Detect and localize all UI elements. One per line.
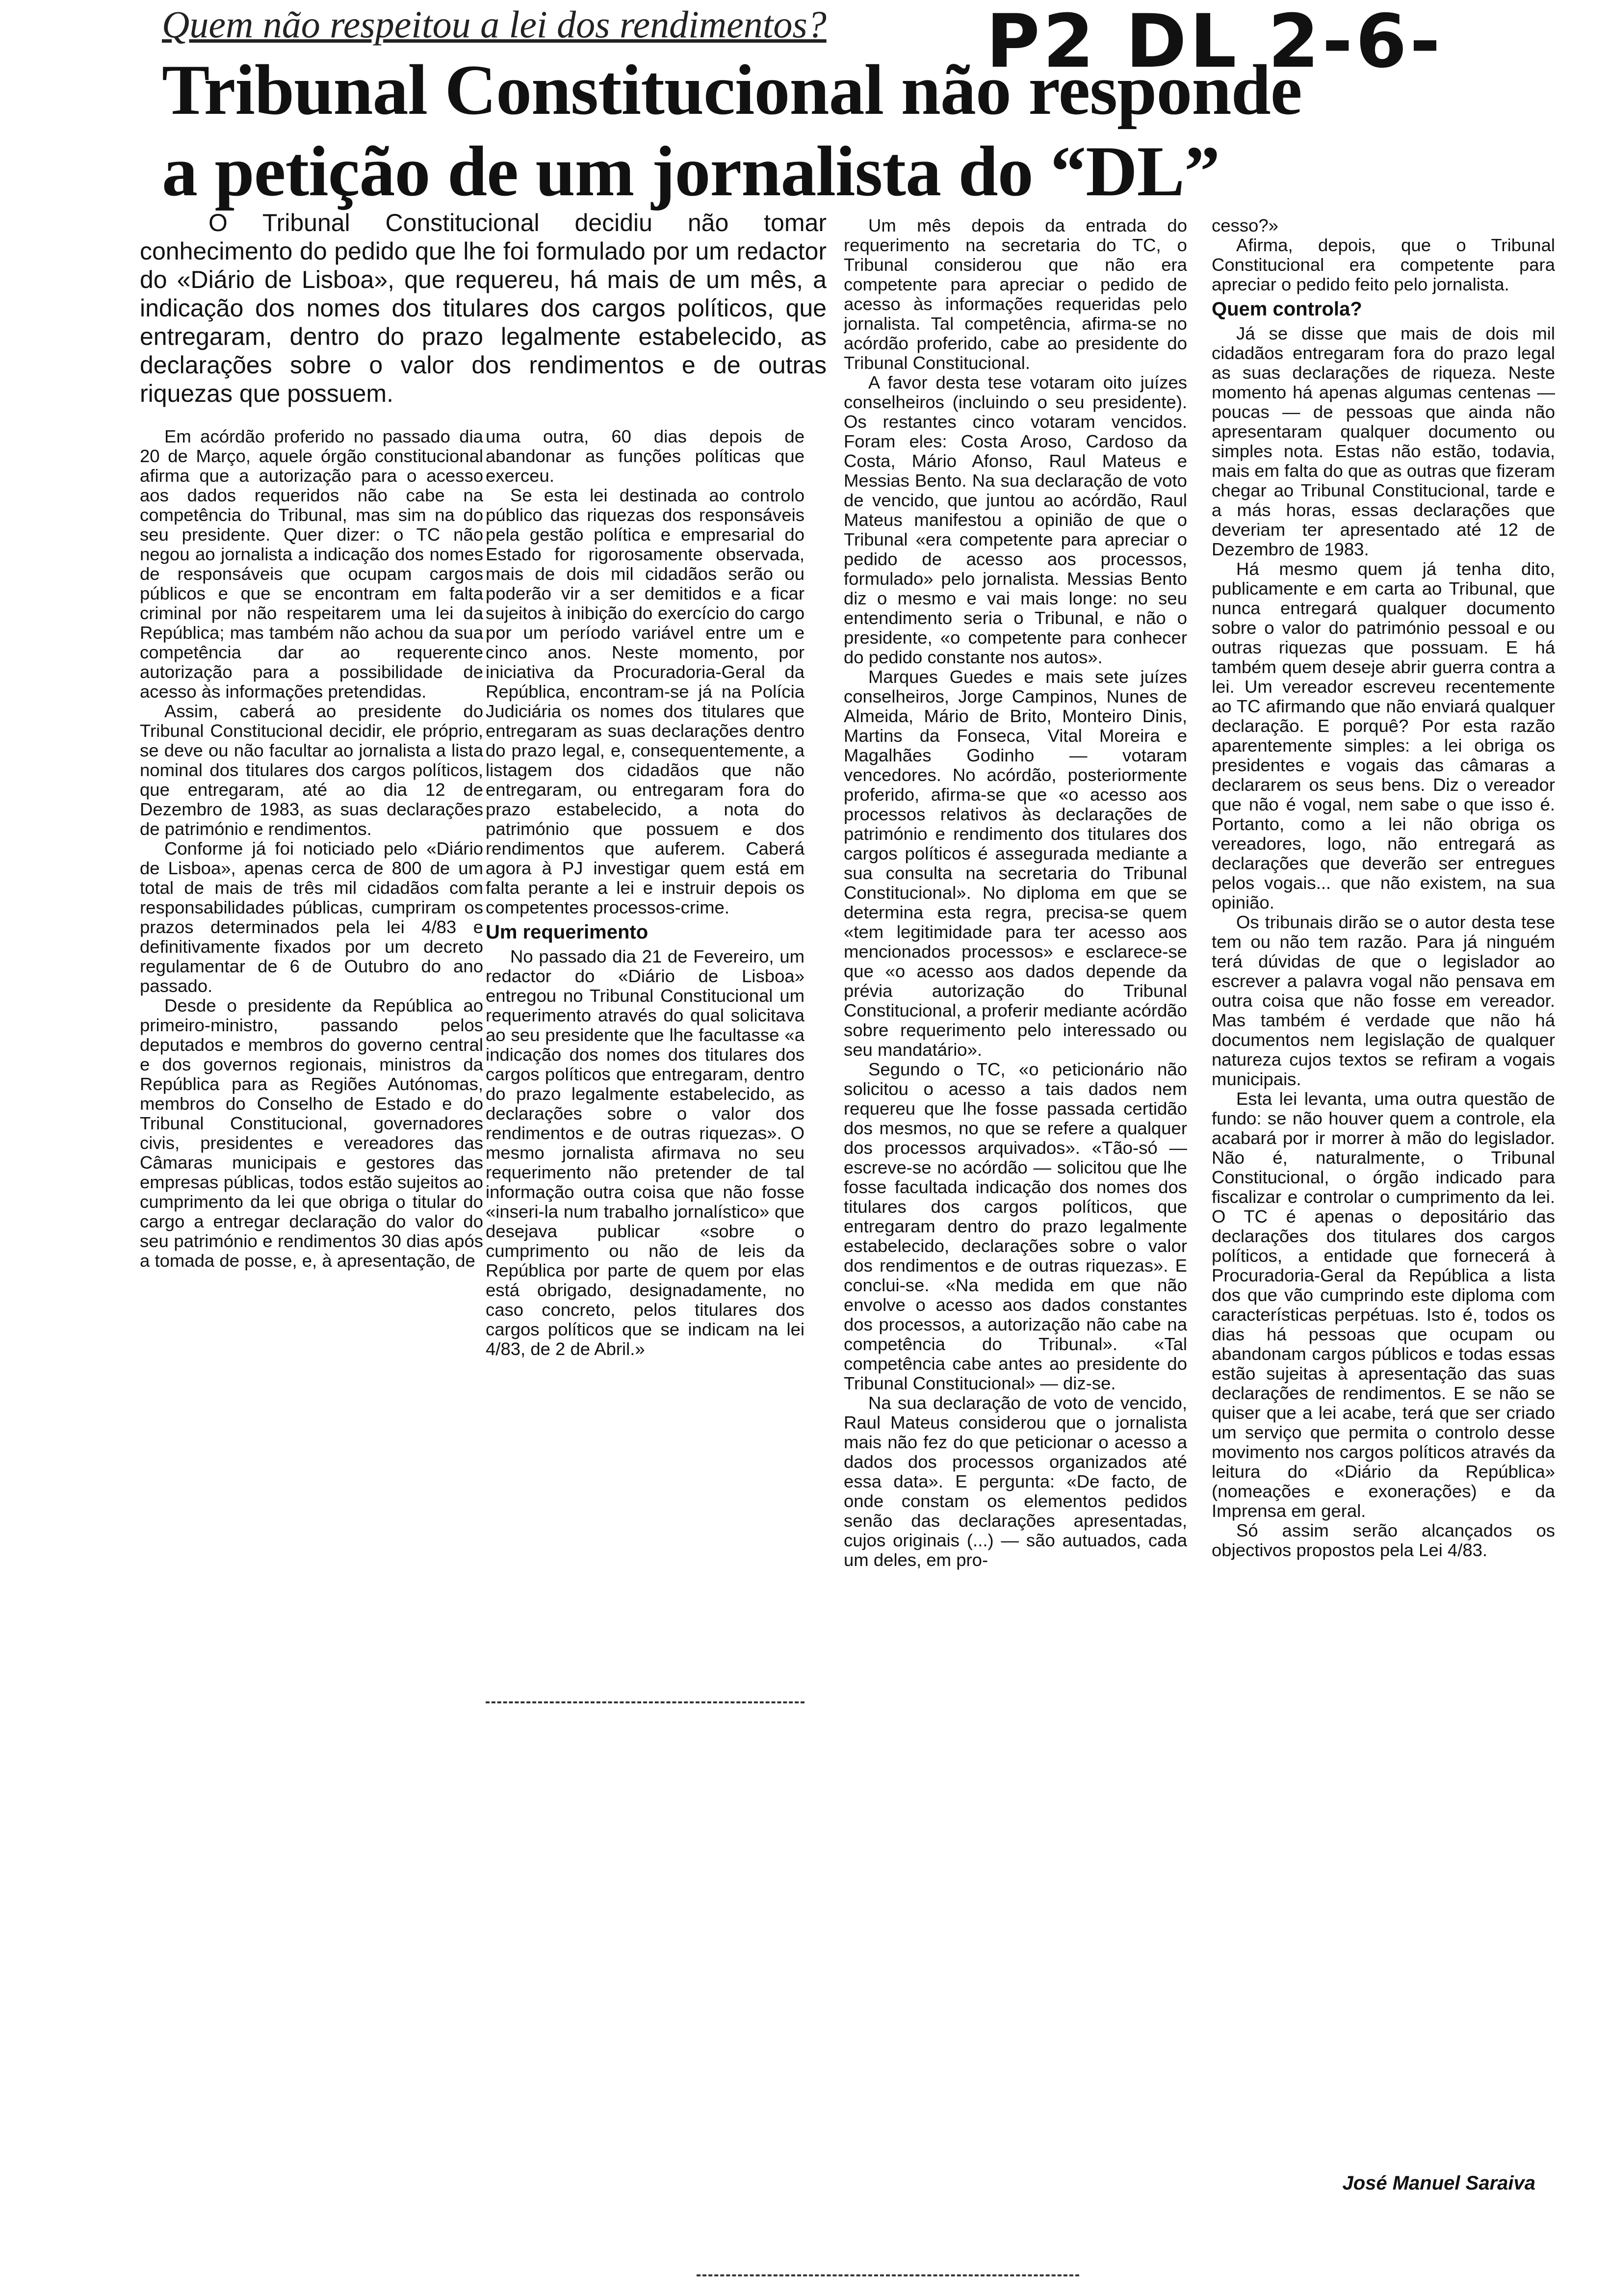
headline-line-2: a petição de um jornalista do “DL”: [162, 131, 1220, 211]
col3-paragraph: Um mês depois da entrada do requerimento na secretaria do TC, o Tribunal considerou que não era competente para apreciar o pedido de acesso às informações requeridas pelo jornalista. Tal competência, afirma-se no acórdão proferido, cabe ao presidente do Tribunal Constitucional.: [844, 216, 1187, 373]
col1-paragraph: Conforme já foi noticiado pelo «Diário de Lisboa», apenas cerca de 800 de um total de mais de três mil cidadãos com responsabilidades públicas, cumpriram os prazos determinados pela lei 4/83 e definitivamente fixados por um decreto regulamentar de 6 de Outubro do ano passado.: [140, 838, 483, 996]
col2-paragraph: uma outra, 60 dias depois de abandonar as funções políticas que exerceu.: [486, 427, 804, 486]
bottom-divider-rule: [697, 2274, 1079, 2276]
column-1: [140, 427, 483, 2114]
col4-paragraph: Os tribunais dirão se o autor desta tese tem ou não tem razão. Para já ninguém terá dúvidas de que o legislador ao escrever a palavra vogal não pensava em outra coisa que não fosse em vereador. Mas também é verdade que não há documentos nem legislação de qualquer natureza cujos textos se refiram a vogais municipais.: [1212, 912, 1555, 1089]
handwritten-annotation: P2 DL 2-6-: [986, 5, 1444, 78]
col4-paragraph: Já se disse que mais de dois mil cidadãos entregaram fora do prazo legal as suas declarações de riqueza. Neste momento há apenas algumas centenas — poucas — de pessoas que ainda não apresentaram qualquer documento ou simples nota. Estas não estão, todavia, mais em falta do que as outras que fizeram chegar ao Tribunal Constitucional, tarde e a más horas, essas declarações que deveriam ter apresentado até 12 de Dezembro de 1983.: [1212, 323, 1555, 559]
col3-paragraph: Segundo o TC, «o peticionário não solicitou o acesso a tais dados nem requereu que lhe fosse passada certidão dos mesmos, no que se refere a qualquer dos processos arquivados». «Tão-só — escreve-se no acórdão — solicitou que lhe fosse facultada indicação dos nomes dos titulares dos cargos políticos, que entregaram dentro do prazo legalmente estabelecido, declarações sobre o valor dos rendimentos e de outras riquezas». E conclui-se. «Na medida em que não envolve o acesso aos dados constantes dos processos, a autorização não cabe na competência do Tribunal». «Tal competência cabe antes ao presidente do Tribunal Constitucional» — diz-se.: [844, 1059, 1187, 1393]
column-4: [1212, 216, 1555, 2178]
author-byline: José Manuel Saraiva: [1342, 2172, 1535, 2194]
headline-line-1: Tribunal Constitucional não responde: [162, 50, 1302, 130]
col2-paragraph: Se esta lei destinada ao controlo público das riquezas dos responsáveis pela gestão política e empresarial do Estado for rigorosamente observada, mais de dois mil cidadãos serão ou poderão vir a ser demitidos e a ficar sujeitos à inibição do exercício do cargo por um período variável entre um e cinco anos. Neste momento, por iniciativa da Procuradoria-Geral da República, encontram-se já na Polícia Judiciária os nomes dos titulares que entregaram as suas declarações dentro do prazo legal, e, consequentemente, a listagem dos cidadãos que não entregaram, ou entregaram fora do prazo estabelecido, a nota do património que possuem e dos rendimentos que auferem. Caberá agora à PJ investigar quem está em falta perante a lei e instruir depois os competentes processos-crime.: [486, 485, 804, 917]
col3-paragraph: A favor desta tese votaram oito juízes conselheiros (incluindo o seu presidente). Os restantes cinco votaram vencidos. Foram eles: Costa Aroso, Cardoso da Costa, Mário Afonso, Raul Mateus e Messias Bento. Na sua declaração de voto de vencido, que juntou ao acórdão, Raul Mateus manifestou a opinião de que o Tribunal «era competente para apreciar o pedido de acesso aos processos, formulado» pelo jornalista. Messias Bento diz o mesmo e vai mais longe: no seu entendimento seria o Tribunal, e não o presidente, «o competente para conhecer do pedido constante nos autos».: [844, 372, 1187, 667]
col4-paragraph: Só assim serão alcançados os objectivos propostos pela Lei 4/83.: [1212, 1520, 1555, 1560]
headline: [162, 49, 1437, 216]
col3-paragraph: Marques Guedes e mais sete juízes conselheiros, Jorge Campinos, Nunes de Almeida, Mário de Brito, Monteiro Dinis, Martins da Fonseca, Vital Moreira e Magalhães Godinho — votaram vencedores. No acórdão, posteriormente proferido, afirma-se que «o acesso aos processos relativos às declarações de património e rendimento dos titulares dos cargos políticos é assegurada mediante a sua consulta na secretaria do Tribunal Constitucional». No diploma em que se determina esta regra, precisa-se quem «tem legitimidade para ter acesso aos mencionados processos» e esclarece-se que «o acesso aos dados depende da prévia autorização do Tribunal Constitucional, a proferir mediante acórdão sobre requerimento pelo interessado ou seu mandatário».: [844, 667, 1187, 1060]
lede-paragraph: O Tribunal Constitucional decidiu não tomar conhecimento do pedido que lhe foi formulado por um redactor do «Diário de Lisboa», que requereu, há mais de um mês, a indicação dos nomes dos titulares dos cargos políticos, que entregaram, dentro do prazo legalmente estabelecido, as declarações sobre o valor dos rendimentos e de outras riquezas que possuem.: [140, 209, 827, 407]
col4-paragraph: Há mesmo quem já tenha dito, publicamente e em carta ao Tribunal, que nunca entregará qualquer documento sobre o valor do património pessoal e ou outras riquezas que possuam. E há também quem deseje abrir guerra contra a lei. Um vereador escreveu recentemente ao TC afirmando que não enviará qualquer declaração. E porquê? Por esta razão aparentemente simples: a lei obriga os presidentes e vogais das câmaras a declararem os seus bens. Diz o vereador que não é vogal, nem sabe o que isso é. Portanto, como a lei não obriga os vereadores, logo, não entregará as declarações que deverão ser entregues pelos vogais... que não existem, na sua opinião.: [1212, 559, 1555, 913]
column-divider-rule: [486, 1701, 804, 1703]
col2-paragraph: No passado dia 21 de Fevereiro, um redactor do «Diário de Lisboa» entregou no Tribunal Constitucional um requerimento através do qual solicitava ao seu presidente que lhe facultasse «a indicação dos nomes dos titulares dos cargos políticos que entregaram, dentro do prazo legalmente estabelecido, as declarações sobre o valor dos rendimentos e de outras riquezas». O mesmo jornalista afirmava no seu requerimento não pretender de tal informação outra coisa que não fosse «inseri-la num trabalho jornalístico» que desejava publicar «sobre o cumprimento ou não de leis da República por parte de quem por elas está obrigado, designadamente, no caso concreto, pelos titulares dos cargos políticos que se indicam na lei 4/83, de 2 de Abril.»: [486, 946, 804, 1359]
subhead-um-requerimento: Um requerimento: [486, 921, 649, 943]
subhead-quem-controla: Quem controla?: [1212, 298, 1362, 320]
col4-paragraph: cesso?»: [1212, 216, 1278, 235]
col1-paragraph: Em acórdão proferido no passado dia 20 de Março, aquele órgão constitucional afirma que a autorização para o acesso aos dados requeridos não cabe na competência do Tribunal, mas sim na do seu presidente. Quer dizer: o TC não negou ao jornalista a indicação dos nomes de responsáveis que ocupam cargos públicos e que se encontram em falta criminal por não respeitarem uma lei da República; mas também não achou da sua competência dar ao requerente autorização para a possibilidade de acesso às informações pretendidas.: [140, 427, 483, 702]
column-2: [486, 427, 804, 1693]
column-3: [844, 216, 1187, 2296]
col3-paragraph: Na sua declaração de voto de vencido, Raul Mateus considerou que o jornalista mais não fez do que peticionar o acesso a dados dos processos organizados até essa data». E pergunta: «De facto, de onde constam os elementos pedidos senão das declarações apresentadas, cujos originais (...) — são autuados, cada um deles, em pro-: [844, 1393, 1187, 1570]
col1-paragraph: Desde o presidente da República ao primeiro-ministro, passando pelos deputados e membros do governo central e dos governos regionais, ministros da República para as Regiões Autónomas, membros do Conselho de Estado e do Tribunal Constitucional, governadores civis, presidentes e vereadores das Câmaras municipais e gestores das empresas públicas, todos estão sujeitos ao cumprimento da lei que obriga o titular do cargo a entregar declaração do valor do seu património e rendimentos 30 dias após a tomada de posse, e, à apresentação, de: [140, 995, 483, 1271]
col4-paragraph: Esta lei levanta, uma outra questão de fundo: se não houver quem a controle, ela acabará por ir morrer à mão do legislador. Não é, naturalmente, o Tribunal Constitucional, o órgão indicado para fiscalizar e controlar o cumprimento da lei. O TC é apenas o depositário das declarações dos titulares dos cargos políticos, a entidade que fornecerá à Procuradoria-Geral da República a lista dos que vão cumprindo este diploma com características perpétuas. Isto é, todos os dias há pessoas que ocupam ou abandonam cargos públicos e todas essas estão sujeitas à apresentação das suas declarações de rendimentos. E se não se quiser que a lei acabe, terá que ser criado um serviço que permita o controlo desse movimento nos cargos políticos através da leitura do «Diário da República» (nomeações e exonerações) e da Imprensa em geral.: [1212, 1089, 1555, 1521]
col4-paragraph: Afirma, depois, que o Tribunal Constitucional era competente para apreciar o pedido feito pelo jornalista.: [1212, 235, 1555, 294]
col1-paragraph: Assim, caberá ao presidente do Tribunal Constitucional decidir, ele próprio, se deve ou não facultar ao jornalista a lista nominal dos titulares dos cargos políticos, que entregaram, até ao dia 12 de Dezembro de 1983, as suas declarações de património e rendimentos.: [140, 701, 483, 839]
kicker-question: Quem não respeitou a lei dos rendimentos?: [162, 3, 827, 46]
